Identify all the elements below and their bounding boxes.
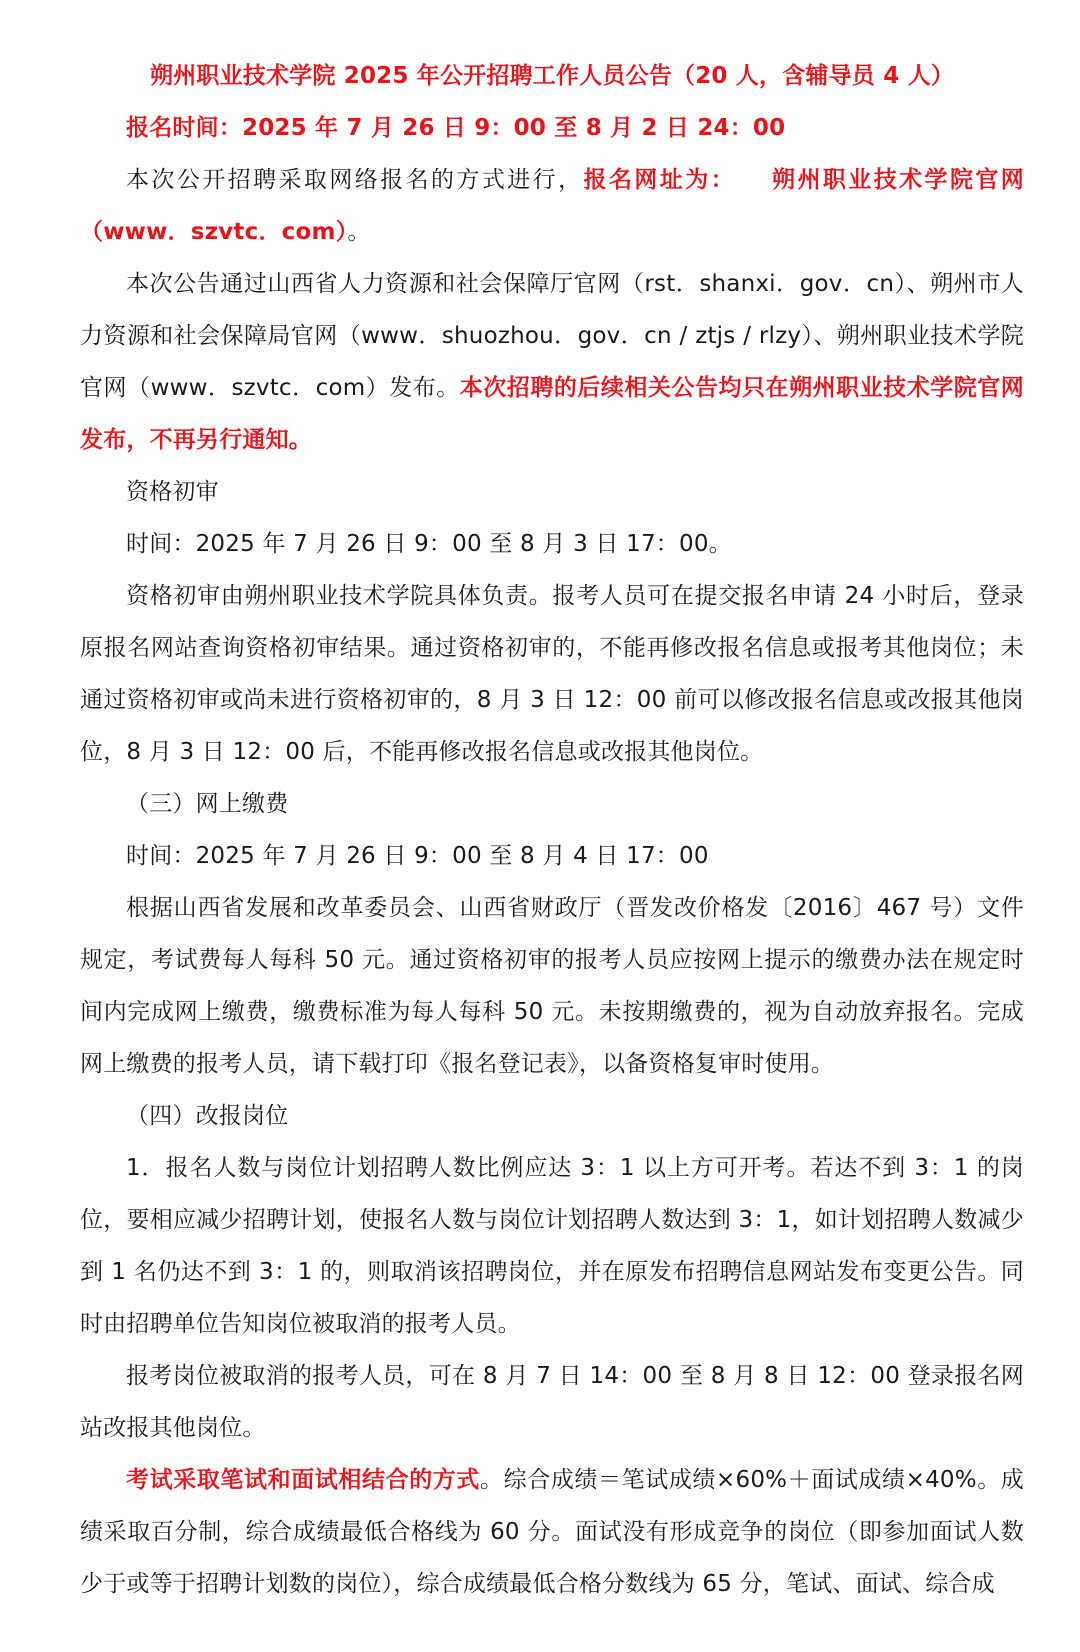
review-body: 资格初审由朔州职业技术学院具体负责。报考人员可在提交报名申请 24 小时后，登录原报名网站查询资格初审结果。通过资格初审的，不能再修改报名信息或报考其他岗位；未通过资格初审或尚未进行资格初审的，8 月 3 日 12：00 前可以修改报名信息或改报其他岗位，8 月 3 日 12：00 后，不能再修改报名信息或改报其他岗位。: [80, 583, 1024, 765]
registration-time: 报名时间：2025 年 7 月 26 日 9：00 至 8 月 2 日 24：00: [126, 115, 786, 141]
network-end: 。: [347, 219, 371, 245]
review-time: 时间：2025 年 7 月 26 日 9：00 至 8 月 3 日 17：00。: [126, 531, 732, 557]
change-item-2: 报考岗位被取消的报考人员，可在 8 月 7 日 14：00 至 8 月 8 日 12：00 登录报名网站改报其他岗位。: [80, 1363, 1024, 1441]
registration-site: 朔州职业技术学院官网: [772, 167, 1025, 193]
change-item-1: 1．报名人数与岗位计划招聘人数比例应达 3：1 以上方可开考。若达不到 3：1 的岗位，要相应减少招聘计划，使报名人数与岗位计划招聘人数达到 3：1，如计划招聘人数减少到 1 名仍达不到 3：1 的，则取消该招聘岗位，并在原发布招聘信息网站发布变更公告。同时由招聘单位告知岗位被取消的报考人员。: [80, 1155, 1024, 1337]
network-paragraph: [80, 154, 1024, 258]
exam-emphasis: 考试采取笔试和面试相结合的方式: [126, 1467, 481, 1493]
publish-emphasis: 本次招聘的后续相关公告均只在朔州职业技术学院官网发布，不再另行通知。: [80, 375, 1024, 453]
payment-body: 根据山西省发展和改革委员会、山西省财政厅（晋发改价格发〔2016〕467 号）文件规定，考试费每人每科 50 元。通过资格初审的报考人员应按网上提示的缴费办法在规定时间内完成网上缴费，缴费标准为每人每科 50 元。未按期缴费的，视为自动放弃报名。完成网上缴费的报考人员，请下载打印《报名登记表》，以备资格复审时使用。: [80, 895, 1024, 1077]
change-heading: （四）改报岗位: [126, 1103, 289, 1129]
exam-paragraph: [80, 1454, 1024, 1610]
payment-heading: （三）网上缴费: [126, 791, 289, 817]
registration-url-label: 报名网址为：: [583, 167, 737, 193]
network-text: 本次公开招聘采取网络报名的方式进行，: [126, 167, 584, 193]
payment-time: 时间：2025 年 7 月 26 日 9：00 至 8 月 4 日 17：00: [126, 843, 709, 869]
exam-body: 。综合成绩＝笔试成绩×60%＋面试成绩×40%。成绩采取百分制，综合成绩最低合格线为 60 分。面试没有形成竞争的岗位（即参加面试人数少于或等于招聘计划数的岗位），综合成绩最低合格分数线为 65 分，笔试、面试、综合成: [80, 1467, 1025, 1597]
publish-text: 本次公告通过山西省人力资源和社会保障厅官网（rst．shanxi．gov．cn）、朔州市人力资源和社会保障局官网（www．shuozhou．gov．cn / ztjs / rlzy）、朔州职业技术学院官网（www．szvtc．com）发布。: [80, 271, 1024, 401]
registration-url: （www．szvtc．com）: [80, 219, 348, 245]
publish-paragraph: [80, 258, 1024, 466]
review-heading: 资格初审: [126, 479, 219, 505]
document-title: 朔州职业技术学院 2025 年公开招聘工作人员公告（20 人，含辅导员 4 人）: [149, 63, 955, 89]
